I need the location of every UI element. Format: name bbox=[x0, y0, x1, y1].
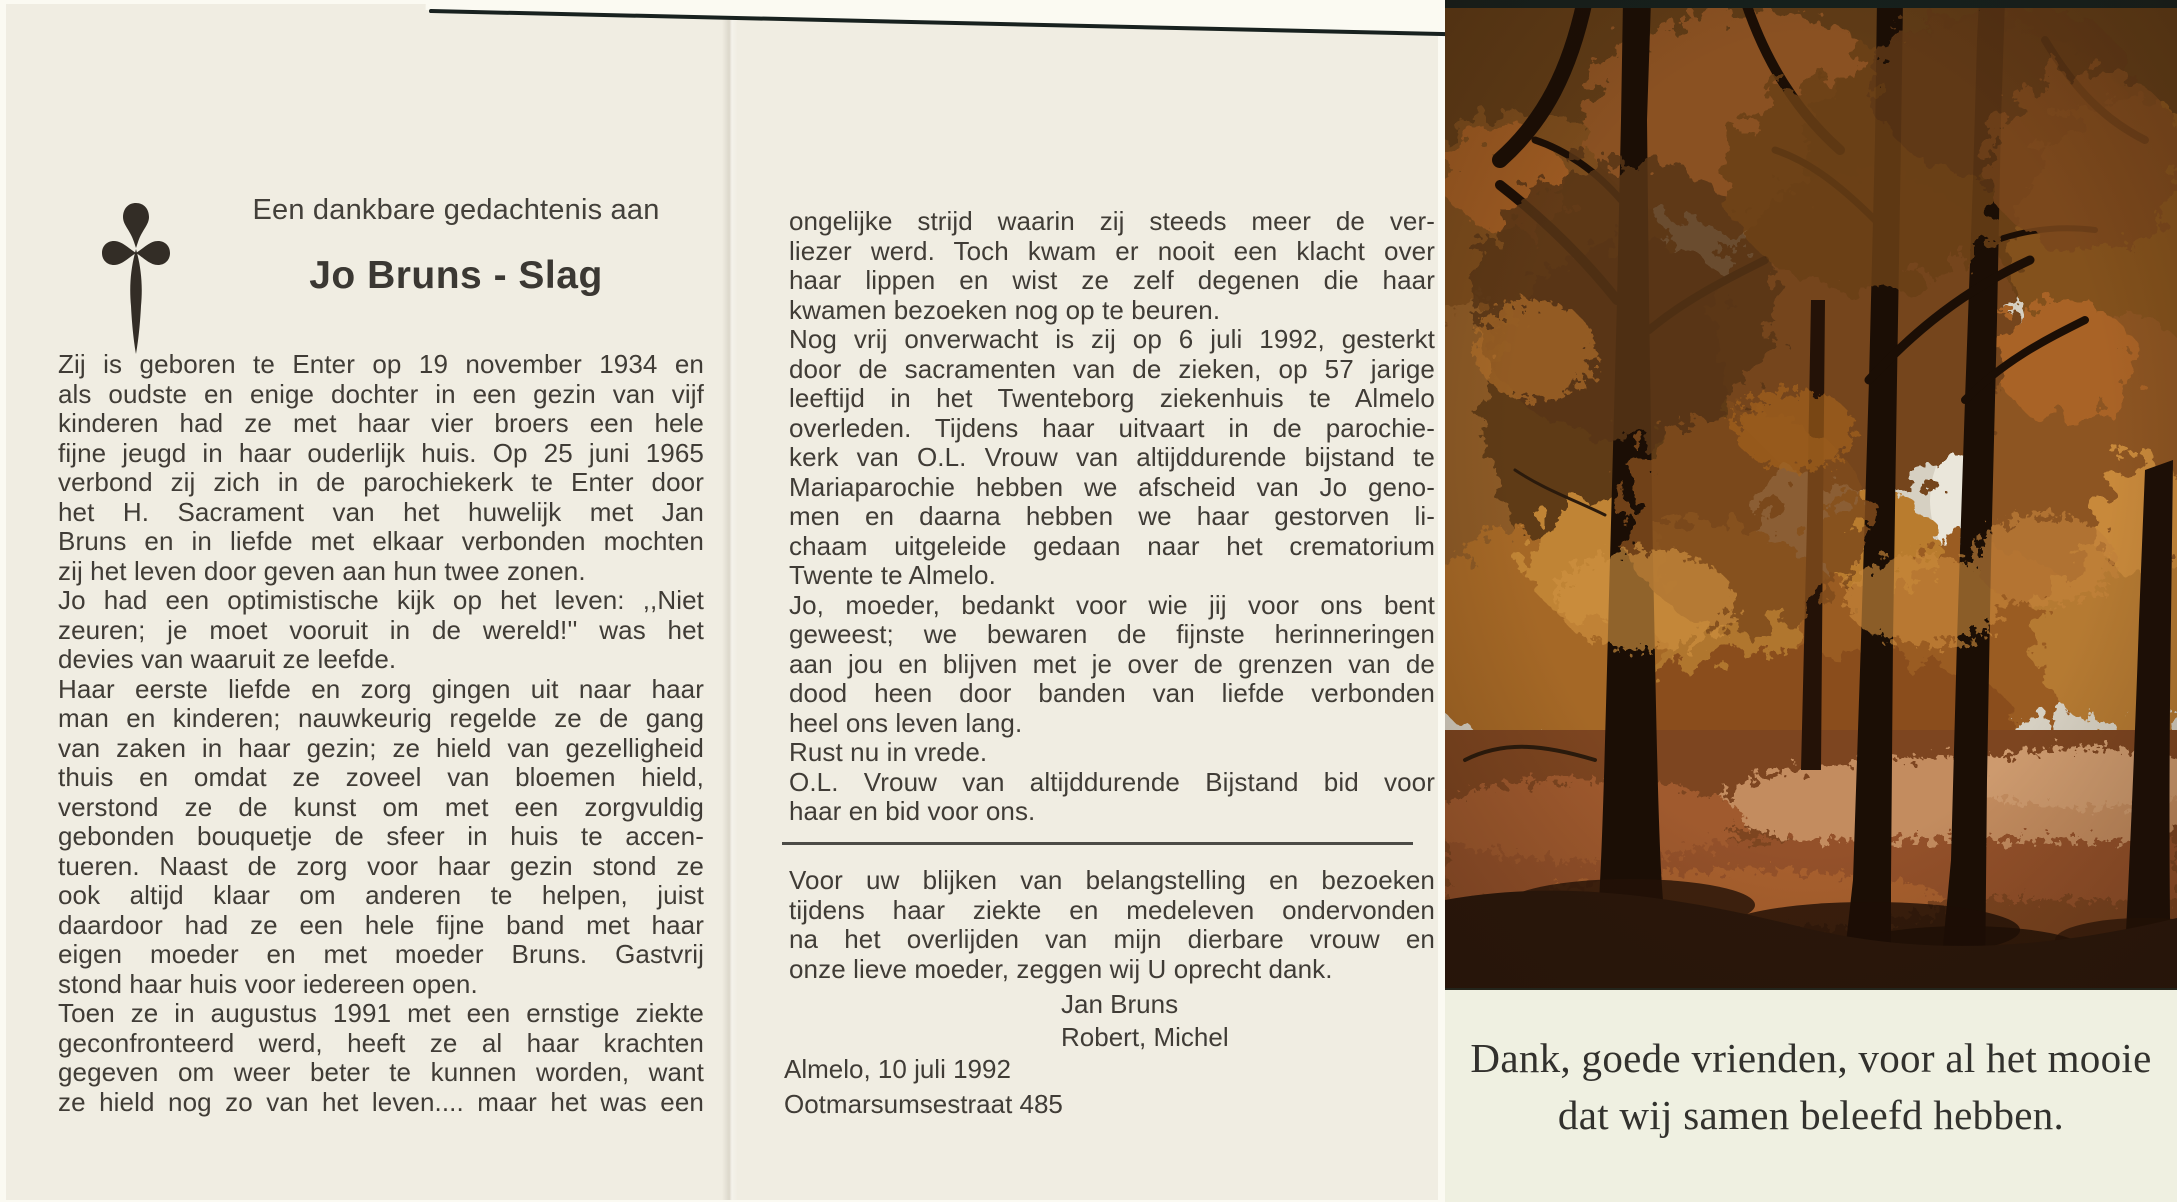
text-line: als oudste en enige dochter in een gezin van vijf bbox=[58, 378, 704, 409]
text-line: O.L. Vrouw van altijddurende Bijstand bid voor bbox=[789, 766, 1435, 797]
text-line: ongelijke strijd waarin zij steeds meer de ver- bbox=[789, 206, 1435, 236]
divider-rule bbox=[782, 842, 1413, 845]
text-line: ook altijd klaar om anderen te helpen, juist bbox=[58, 880, 704, 910]
deceased-name: Jo Bruns - Slag bbox=[309, 254, 603, 297]
text-line: gegeven om weer beter te kunnen worden, want bbox=[58, 1057, 704, 1087]
caption-line-2: dat wij samen beleefd hebben. bbox=[1557, 1092, 2065, 1138]
fold-crease bbox=[722, 4, 738, 1200]
text-line: kwamen bezoeken nog op te beuren. bbox=[789, 294, 1221, 325]
text-line: kerk van O.L. Vrouw van altijddurende bijstand te bbox=[789, 442, 1435, 472]
text-line: thuis en omdat ze zoveel van bloemen hield, bbox=[58, 762, 704, 792]
text-line: tueren. Naast de zorg voor haar gezin stond ze bbox=[58, 850, 704, 881]
text-line: verbond zij zich in de parochiekerk te Enter door bbox=[58, 467, 704, 497]
cross-icon bbox=[98, 201, 174, 356]
text-line: door de sacramenten van de zieken, op 57 jarige bbox=[789, 353, 1435, 384]
left-page-text bbox=[58, 350, 704, 1117]
memorial-card-photo-page bbox=[1445, 0, 2177, 1200]
text-line: men en daarna hebben we haar gestorven li- bbox=[789, 501, 1435, 531]
text-line: zeuren; je moet vooruit in de wereld!'' was het bbox=[58, 614, 704, 645]
text-line: chaam uitgeleide gedaan naar het crematorium bbox=[789, 530, 1435, 561]
text-line: devies van waaruit ze leefde. bbox=[58, 644, 397, 674]
text-line: na het overlijden van mijn dierbare vrouw en bbox=[789, 924, 1435, 954]
place-date: Almelo, 10 juli 1992 bbox=[784, 1054, 1011, 1084]
text-line: Nog vrij onverwacht is zij op 6 juli 1992, gesterkt bbox=[789, 324, 1435, 354]
text-line: man en kinderen; nauwkeurig regelde ze de gang bbox=[58, 703, 704, 733]
text-line: Zij is geboren te Enter op 19 november 1934 en bbox=[58, 349, 704, 379]
text-line: leeftijd in het Twenteborg ziekenhuis te Almelo bbox=[789, 383, 1435, 413]
text-line: eigen moeder en met moeder Bruns. Gastvrij bbox=[58, 939, 704, 969]
text-line: Twente te Almelo. bbox=[789, 560, 996, 590]
text-line: dood heen door banden van liefde verbonden bbox=[789, 678, 1435, 708]
acknowledgement-text bbox=[789, 866, 1435, 984]
text-line: haar en bid voor ons. bbox=[789, 796, 1036, 826]
dedication-line: Een dankbare gedachtenis aan bbox=[252, 194, 660, 226]
text-line: Bruns en in liefde met elkaar verbonden mochten bbox=[58, 526, 704, 556]
autumn-forest-photo bbox=[1445, 0, 2177, 988]
text-line: stond haar huis voor iedereen open. bbox=[58, 968, 478, 999]
text-line: gebonden bouquetje de sfeer in huis te accen- bbox=[58, 821, 704, 851]
text-line: overleden. Tijdens haar uitvaart in de parochie- bbox=[789, 412, 1435, 443]
signature-block bbox=[1061, 988, 1435, 1054]
text-line: verstond ze de kunst om met een zorgvuldig bbox=[58, 791, 704, 822]
photo-caption-panel bbox=[1445, 988, 2177, 1202]
signature-sons: Robert, Michel bbox=[1061, 1022, 1229, 1052]
text-line: het H. Sacrament van het huwelijk met Jan bbox=[58, 496, 704, 527]
text-line: onze lieve moeder, zeggen wij U oprecht dank. bbox=[789, 953, 1333, 984]
text-line: tijdens haar ziekte en medeleven ondervonden bbox=[789, 894, 1435, 925]
text-line: fijne jeugd in haar ouderlijk huis. Op 25 juni 1965 bbox=[58, 437, 704, 468]
text-line: aan jou en blijven met je over de grenzen van de bbox=[789, 648, 1435, 679]
text-line: liezer werd. Toch kwam er nooit een klacht over bbox=[789, 235, 1435, 266]
text-line: Voor uw blijken van belangstelling en bezoeken bbox=[789, 865, 1435, 895]
thank-you-caption bbox=[1455, 1030, 2167, 1144]
signature-husband: Jan Bruns bbox=[1061, 989, 1179, 1019]
text-line: geweest; we bewaren de fijnste herinneringen bbox=[789, 619, 1435, 649]
text-line: heel ons leven lang. bbox=[789, 707, 1023, 738]
text-line: ze hield nog zo van het leven.... maar het was een bbox=[58, 1086, 704, 1117]
text-line: Haar eerste liefde en zorg gingen uit naar haar bbox=[58, 673, 704, 704]
text-line: Mariaparochie hebben we afscheid van Jo geno- bbox=[789, 471, 1435, 502]
text-line: geconfronteerd werd, heeft ze al haar krachten bbox=[58, 1027, 704, 1058]
text-line: daardoor had ze een hele fijne band met haar bbox=[58, 909, 704, 940]
text-line: zij het leven door geven aan hun twee zonen. bbox=[58, 555, 586, 586]
text-line: Jo had een optimistische kijk op het leven: ,,Niet bbox=[58, 585, 704, 615]
text-line: van zaken in haar gezin; ze hield van gezelligheid bbox=[58, 732, 704, 763]
text-line: haar lippen en wist ze zelf degenen die haar bbox=[789, 265, 1435, 295]
text-line: kinderen had ze met haar vier broers een hele bbox=[58, 408, 704, 438]
text-line: Rust nu in vrede. bbox=[789, 737, 988, 767]
place-date-block bbox=[784, 1052, 1284, 1122]
text-line: Toen ze in augustus 1991 met een ernstige ziekte bbox=[58, 998, 704, 1028]
address: Ootmarsumsestraat 485 bbox=[784, 1089, 1063, 1119]
middle-page-text bbox=[789, 207, 1435, 827]
caption-line-1: Dank, goede vrienden, voor al het mooie bbox=[1470, 1035, 2152, 1081]
memorial-card-inner-pages bbox=[6, 4, 1438, 1200]
text-line: Jo, moeder, bedankt voor wie jij voor ons bent bbox=[789, 589, 1435, 620]
